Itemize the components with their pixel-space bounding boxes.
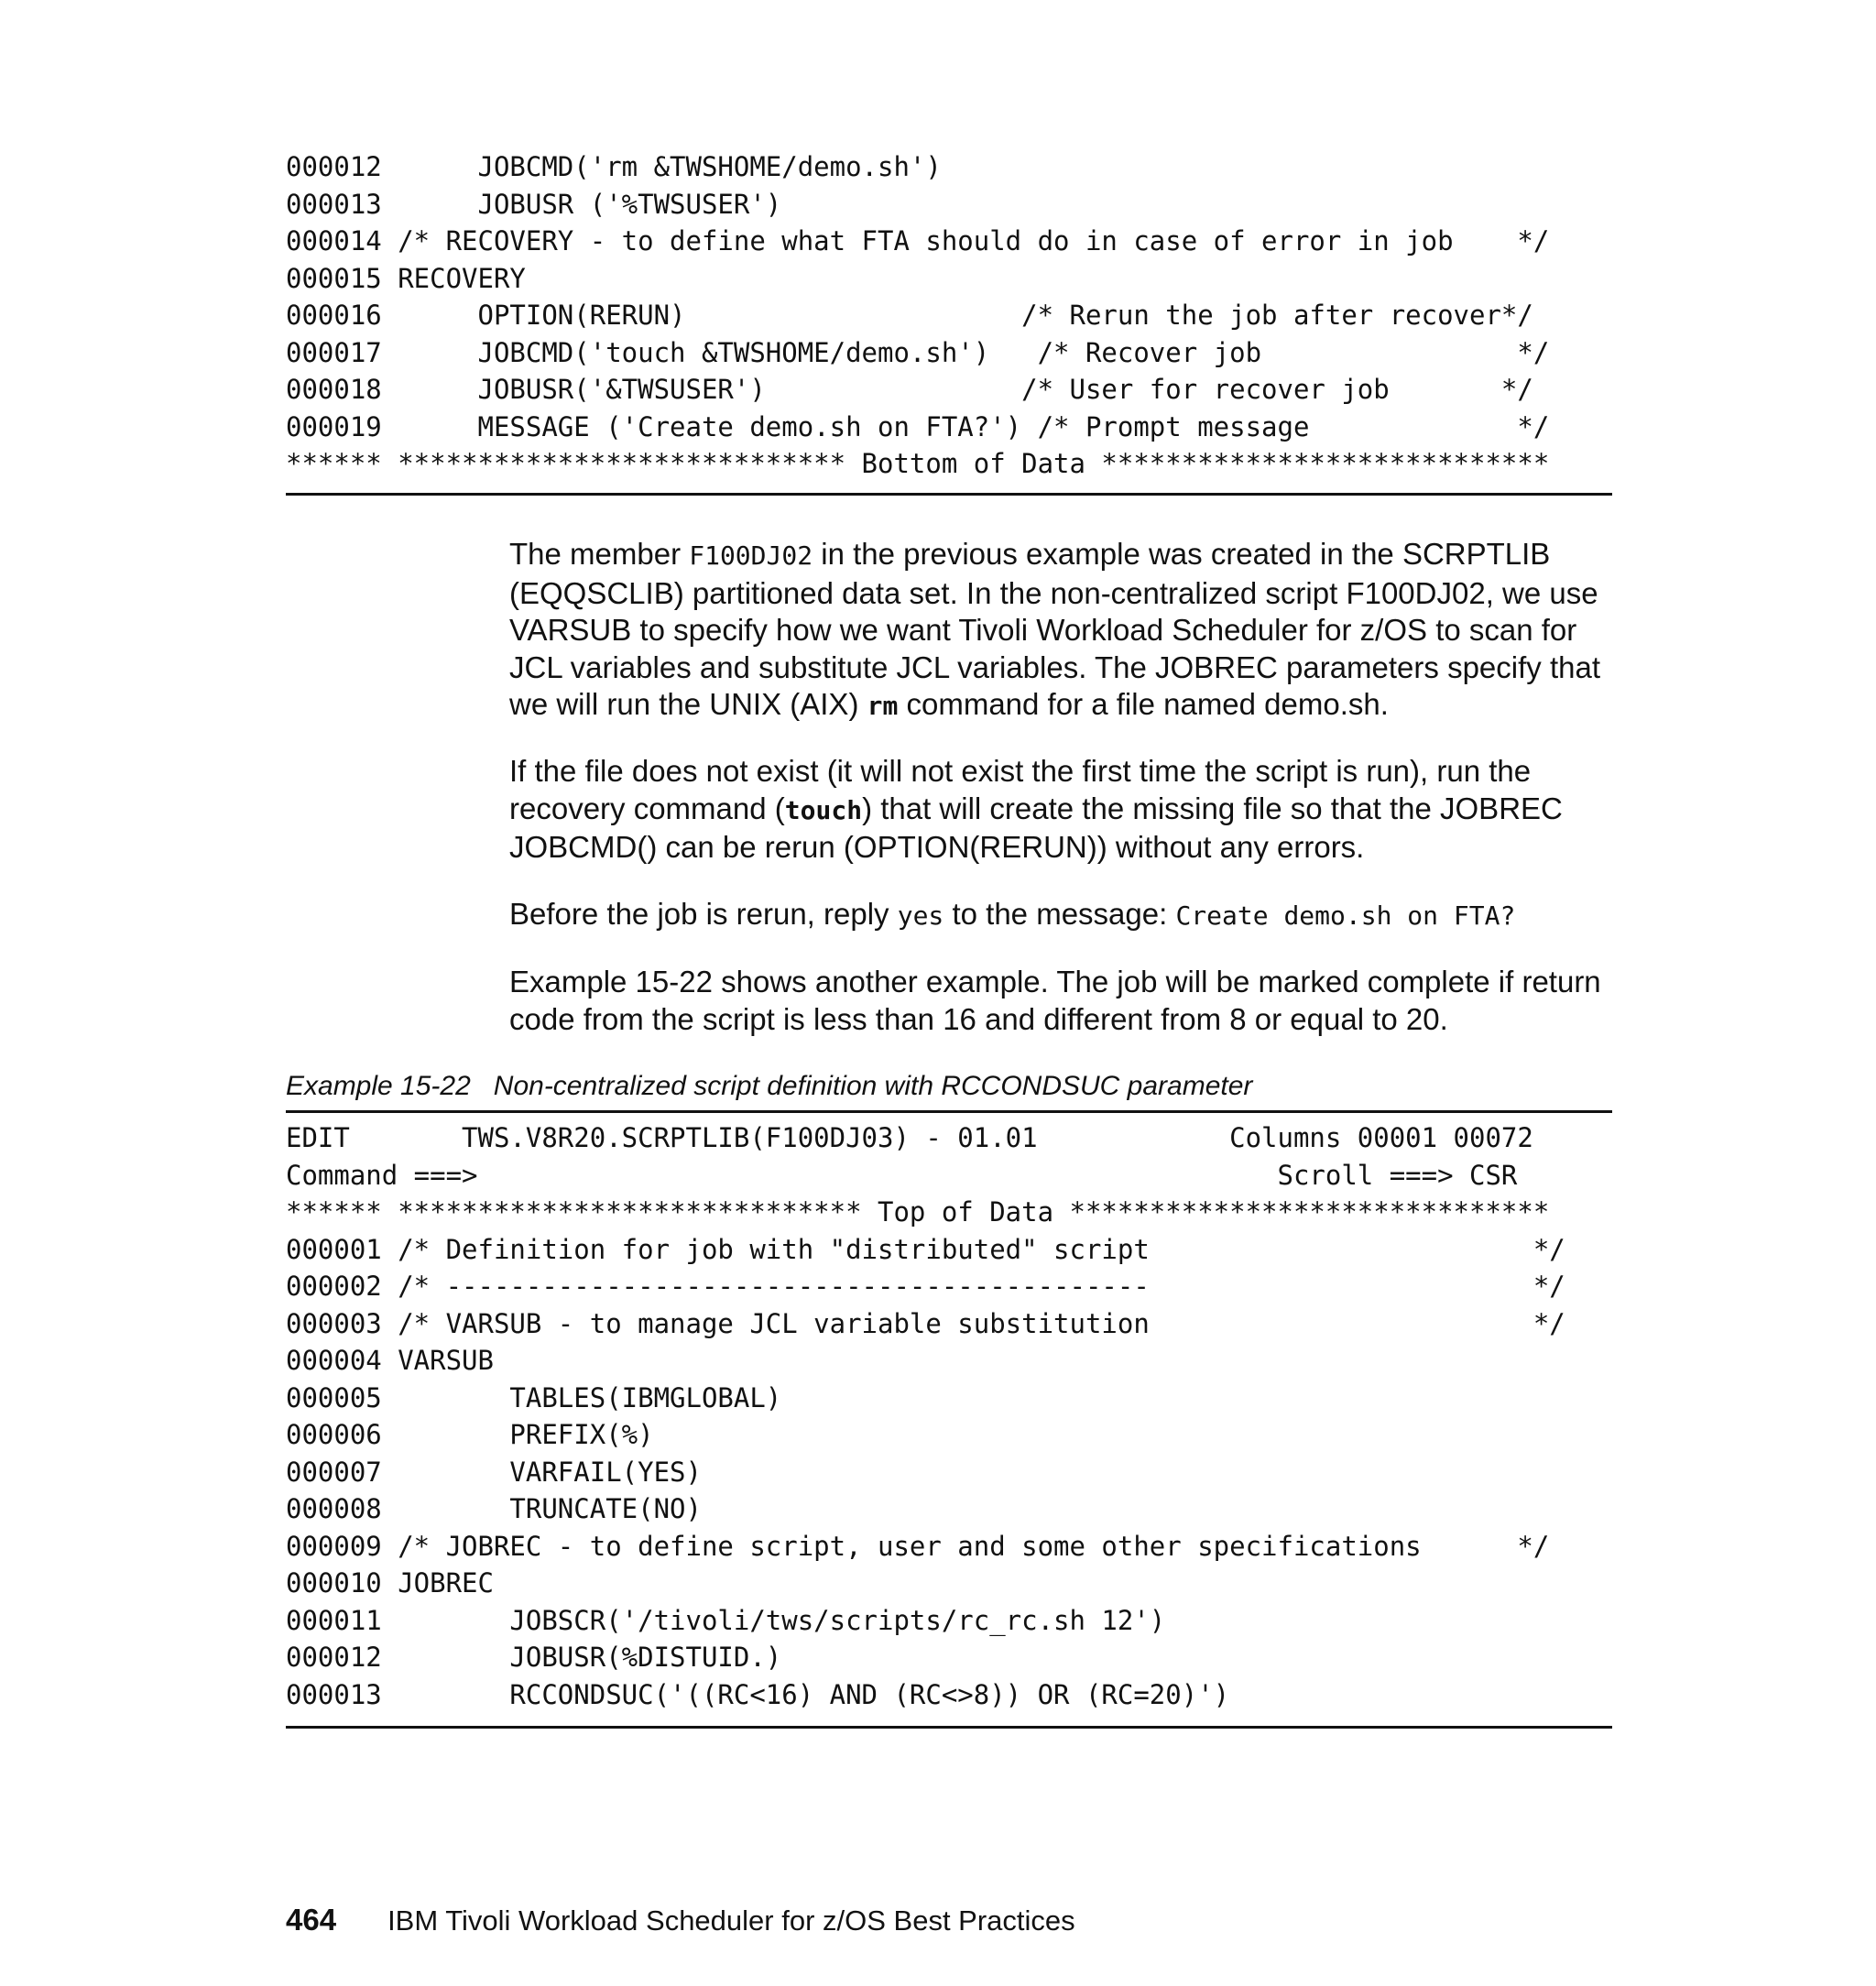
paragraph-text: Before the job is rerun, reply [509,897,898,931]
code-line: EDIT TWS.V8R20.SCRPTLIB(F100DJ03) - 01.01 Columns 00001 00072 [286,1122,1533,1153]
reply-value: yes [897,900,944,931]
divider-rule [286,493,1612,496]
code-line: 000013 JOBUSR ('%TWSUSER') [286,188,782,220]
code-listing-bottom [286,1119,1565,1713]
prompt-message: Create demo.sh on FTA? [1175,900,1516,931]
member-name: F100DJ02 [689,540,813,571]
paragraph-text: If the file does not exist (it will not exist the first time the script is run), run the recovery command ( [509,754,1532,825]
code-line: Command ===> Scroll ===> CSR [286,1159,1518,1191]
command-name: touch [784,794,863,825]
divider-rule [286,1110,1612,1113]
code-line: 000002 /* -------------------------------------------- */ [286,1271,1565,1302]
book-title: IBM Tivoli Workload Scheduler for z/OS Best Practices [387,1904,1075,1937]
command-name: rm [867,691,899,721]
body-paragraph [509,753,1612,867]
code-line: 000016 OPTION(RERUN) /* Rerun the job after recover*/ [286,300,1533,331]
paragraph-text: Example 15-22 shows another example. The job will be marked complete if return code from the script is less than 16 and different from 8 or equal to 20. [509,965,1601,1036]
code-line: 000012 JOBCMD('rm &TWSHOME/demo.sh') [286,151,942,182]
caption-text: Example 15-22 Non-centralized script definition with RCCONDSUC parameter [286,1071,1253,1101]
code-line: 000014 /* RECOVERY - to define what FTA should do in case of error in job */ [286,225,1550,256]
divider-rule [286,1726,1612,1729]
body-paragraph [509,896,1612,935]
code-line: 000013 RCCONDSUC('((RC<16) AND (RC<>8)) OR (RC=20)') [286,1678,1230,1710]
code-line: 000018 JOBUSR('&TWSUSER') /* User for recover job */ [286,374,1533,405]
paragraph-text: to the message: [943,897,1176,931]
paragraph-text: The member [509,537,690,571]
code-line: 000011 JOBSCR('/tivoli/tws/scripts/rc_rc.sh 12') [286,1604,1166,1636]
code-line: 000007 VARFAIL(YES) [286,1456,702,1488]
code-line: 000008 TRUNCATE(NO) [286,1493,702,1524]
page-footer [286,1902,1075,1939]
code-line: 000017 JOBCMD('touch &TWSHOME/demo.sh') /* Recover job */ [286,336,1550,368]
paragraph-text: in the previous example was created in the SCRPTLIB (EQQSCLIB) partitioned data set. In the non-centralized script F100DJ02, we use VARSUB to specify how we want Tivoli Workload Scheduler for z/OS to scan for JCL variables and substitute JCL variables. The JOBREC parameters specify that we will run the UNIX (AIX) [509,537,1600,721]
page-number: 464 [286,1903,337,1937]
paragraph-text: command for a file named demo.sh. [898,687,1389,721]
code-line: 000003 /* VARSUB - to manage JCL variable substitution */ [286,1307,1565,1339]
paragraph-text: ) that will create the missing file so that the JOBREC JOBCMD() can be rerun (OPTION(RERUN)) without any errors. [509,791,1563,864]
code-line: 000010 JOBREC [286,1567,494,1599]
code-listing-top [286,148,1549,483]
code-line: 000019 MESSAGE ('Create demo.sh on FTA?') /* Prompt message */ [286,410,1550,442]
body-paragraph [509,964,1612,1038]
code-line: 000012 JOBUSR(%DISTUID.) [286,1642,782,1673]
body-paragraph [509,536,1612,726]
code-line: 000015 RECOVERY [286,262,526,294]
code-line: 000005 TABLES(IBMGLOBAL) [286,1381,782,1413]
code-line: 000004 VARSUB [286,1345,494,1376]
code-line: 000006 PREFIX(%) [286,1419,654,1450]
example-caption [286,1070,1252,1103]
code-line: ****** ***************************** Top of Data ****************************** [286,1196,1550,1228]
code-line: 000001 /* Definition for job with "distributed" script */ [286,1233,1565,1265]
code-line: 000009 /* JOBREC - to define script, user and some other specifications */ [286,1530,1550,1562]
code-line: ****** **************************** Bottom of Data **************************** [286,448,1550,479]
